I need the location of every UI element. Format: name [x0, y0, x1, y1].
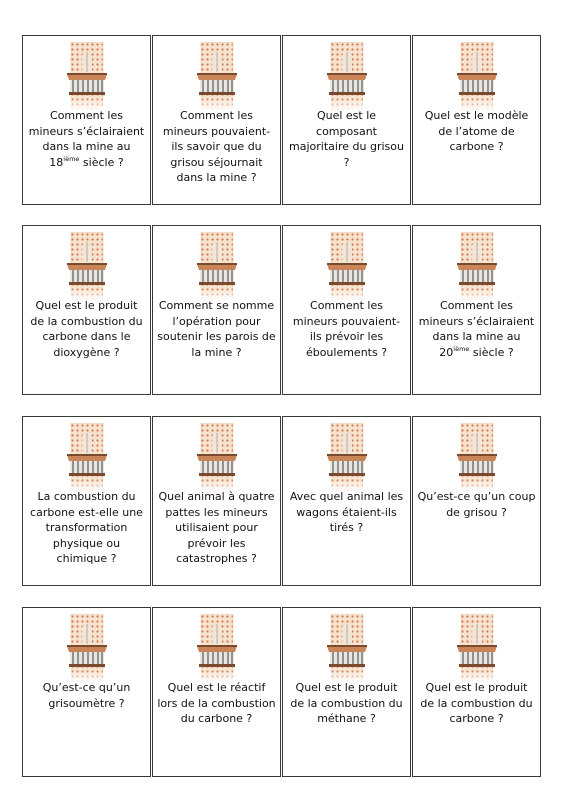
mine-tower-image	[325, 614, 369, 682]
mine-tower-image	[325, 423, 369, 491]
mine-tower-image	[455, 232, 499, 300]
question-text: Avec quel animal les wagons étaient-ils tirés ?	[289, 490, 404, 534]
question-card	[22, 607, 151, 777]
question-card	[152, 416, 281, 586]
question-text: Comment se nomme l’opération pour soutenir les parois de la mine ?	[157, 299, 276, 359]
question-card	[152, 225, 281, 395]
mine-tower-image	[455, 42, 499, 110]
question-text: Comment les mineurs pouvaient-ils savoir que du grisou séjournait dans la mine ?	[162, 109, 271, 184]
mine-tower-image	[65, 423, 109, 491]
mine-tower-image	[65, 232, 109, 300]
question-card	[152, 35, 281, 205]
mine-tower-image	[325, 232, 369, 300]
question-text: Quel est le réactif lors de la combustion du carbone ?	[157, 681, 276, 725]
question-text: Quel est le modèle de l’atome de carbone ?	[424, 109, 529, 153]
question-card	[282, 35, 411, 205]
question-card	[22, 35, 151, 205]
question-text: Comment les mineurs s’éclairaient dans la mine au 18ième siècle ?	[28, 109, 145, 169]
question-card	[282, 607, 411, 777]
mine-tower-image	[65, 614, 109, 682]
question-card	[22, 225, 151, 395]
question-card	[282, 416, 411, 586]
question-text: Comment les mineurs pouvaient-ils prévoir les éboulements ?	[292, 299, 401, 359]
question-text: Quel animal à quatre pattes les mineurs utilisaient pour prévoir les catastrophes ?	[158, 490, 275, 565]
mine-tower-image	[195, 232, 239, 300]
question-text: Quel est le produit de la combustion du carbone dans le dioxygène ?	[30, 299, 143, 359]
mine-tower-image	[455, 614, 499, 682]
question-card	[412, 35, 541, 205]
mine-tower-image	[195, 42, 239, 110]
question-card	[412, 607, 541, 777]
mine-tower-image	[455, 423, 499, 491]
card-row-1	[22, 35, 542, 207]
question-card	[412, 416, 541, 586]
card-row-2	[22, 225, 542, 397]
question-card	[412, 225, 541, 395]
question-text: La combustion du carbone est-elle une transformation physique ou chimique ?	[30, 490, 143, 565]
mine-tower-image	[325, 42, 369, 110]
card-row-4	[22, 607, 542, 779]
question-text: Quel est le produit de la combustion du méthane ?	[290, 681, 403, 725]
question-text: Comment les mineurs s’éclairaient dans la mine au 20ième siècle ?	[418, 299, 535, 359]
card-row-3	[22, 416, 542, 588]
mine-tower-image	[195, 423, 239, 491]
mine-tower-image	[65, 42, 109, 110]
question-card	[282, 225, 411, 395]
question-text: Qu’est-ce qu’un grisoumètre ?	[42, 681, 131, 710]
question-text: Quel est le produit de la combustion du carbone ?	[420, 681, 533, 725]
question-text: Quel est le composant majoritaire du grisou ?	[289, 109, 404, 169]
question-card	[22, 416, 151, 586]
mine-tower-image	[195, 614, 239, 682]
question-text: Qu’est-ce qu’un coup de grisou ?	[417, 490, 536, 519]
question-card	[152, 607, 281, 777]
